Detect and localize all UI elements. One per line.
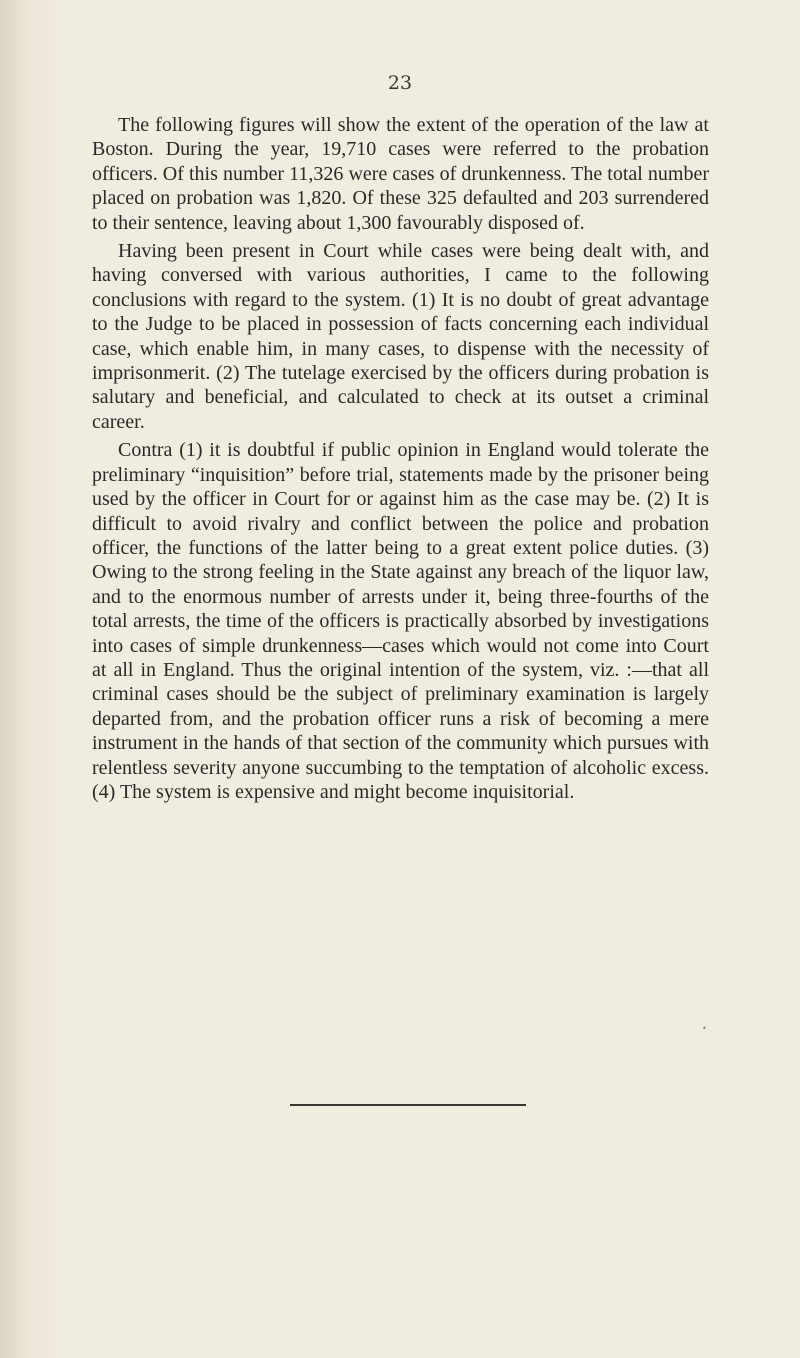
paragraph-contra: Contra (1) it is doubtful if public opinion in England would tolerate the preliminary “inquisition” before trial, statements made by the prisoner being used by the officer in Court for or against him as the case may be. (2) It is difficult to avoid rivalry and conflict between the police and probation officer, the functions of the latter being to a great extent police duties. (3) Owing to the strong feeling in the State against any breach of the liquor law, and to the enormous number of arrests under it, being three-fourths of the total arrests, the time of the officers is practically absorbed by investigations into cases of simple drunkenness—cases which would not come into Court at all in England. Thus the original intention of the system, viz. :—that all criminal cases should be the subject of preliminary examination is largely departed from, and the probation officer runs a risk of becoming a mere instrument in the hands of that section of the community which pursues with relentless severity anyone succumbing to the temptation of alcoholic excess. (4) The system is expensive and might become inquisitorial. xyxy=(92,439,709,803)
paragraph-conclusions: Having been present in Court while cases were being dealt with, and having conversed with various authorities, I came to the following conclusions with regard to the system. (1) It is no doubt of great advantage to the Judge to be placed in possession of facts concerning each individual case, which enable him, in many cases, to dispense with the necessity of imprisonmerit. (2) The tutelage exercised by the officers during probation is salutary and beneficial, and calculated to check at its outset a criminal career. xyxy=(92,240,709,433)
section-divider xyxy=(290,1104,526,1106)
page-number: 23 xyxy=(387,72,413,94)
stray-mark: • xyxy=(702,1024,707,1033)
paragraph-statistics: The following figures will show the extent of the operation of the law at Boston. During the year, 19,710 cases were referred to the probation officers. Of this number 11,326 were cases of drunkenness. The total number placed on probation was 1,820. Of these 325 defaulted and 203 surrendered to their sentence, leaving about 1,300 favourably disposed of. xyxy=(92,114,709,234)
body-text xyxy=(92,113,709,808)
